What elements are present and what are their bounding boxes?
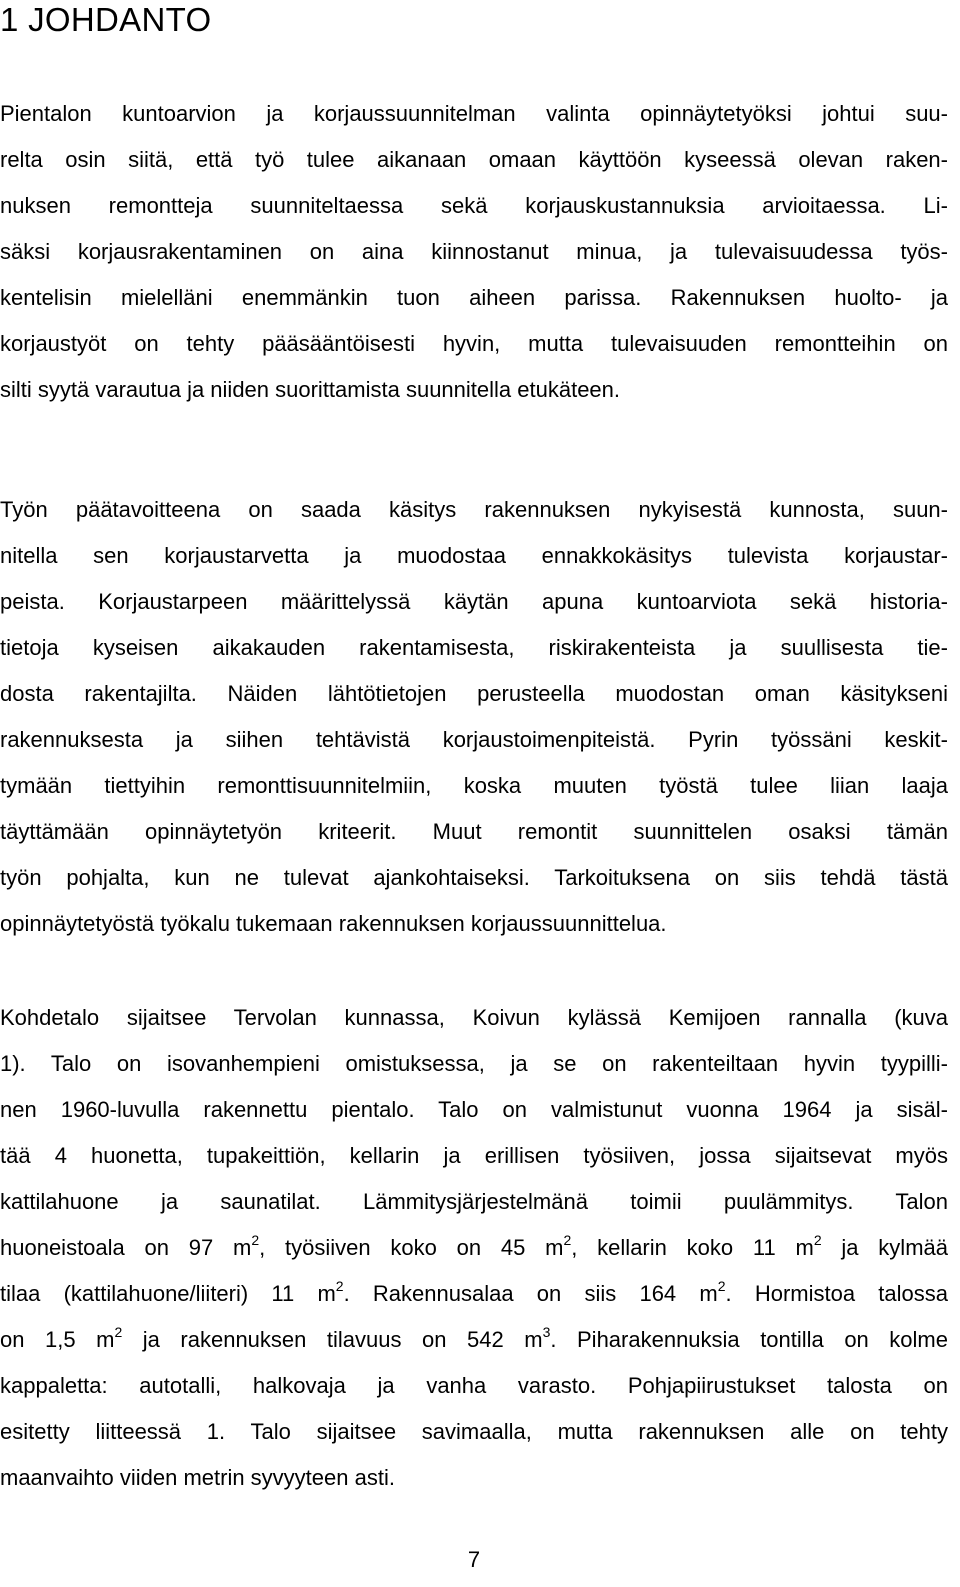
text-line: työn pohjalta, kun ne tulevat ajankohtaiseksi. Tarkoituksena on siis tehdä tästä <box>0 865 948 890</box>
text-line: nitella sen korjaustarvetta ja muodostaa ennakkokäsitys tulevista korjaustar- <box>0 543 948 568</box>
text-line-with-superscripts <box>0 1317 948 1363</box>
superscript: 2 <box>335 1278 344 1294</box>
text-line: 1). Talo on isovanhempieni omistuksessa, ja se on rakenteiltaan hyvin tyypilli- <box>0 1051 948 1076</box>
text-line-with-superscripts <box>0 1225 948 1271</box>
text-line: korjaustyöt on tehty pääsääntöisesti hyvin, mutta tulevaisuuden remontteihin on <box>0 331 948 356</box>
text-line: nen 1960-luvulla rakennettu pientalo. Talo on valmistunut vuonna 1964 ja sisäl- <box>0 1097 948 1122</box>
superscript: 2 <box>563 1232 572 1248</box>
page-number: 7 <box>467 1547 481 1572</box>
text-line-with-superscripts <box>0 1271 948 1317</box>
text-segment: on 1,5 m <box>0 1327 115 1352</box>
text-line: kappaletta: autotalli, halkovaja ja vanha varasto. Pohjapiirustukset talosta on <box>0 1373 948 1398</box>
superscript: 2 <box>717 1278 726 1294</box>
text-segment: . Hormistoa talossa <box>725 1281 948 1306</box>
text-line: relta osin siitä, että työ tulee aikanaan omaan käyttöön kyseessä olevan raken- <box>0 147 948 172</box>
text-segment: , työsiiven koko on 45 m <box>259 1235 564 1260</box>
superscript: 2 <box>251 1232 260 1248</box>
text-line: opinnäytetyöstä työkalu tukemaan rakennuksen korjaussuunnittelua. <box>0 911 667 936</box>
chapter-heading: 1 JOHDANTO <box>0 1 212 38</box>
text-segment: , kellarin koko 11 m <box>571 1235 814 1260</box>
text-line: Työn päätavoitteena on saada käsitys rakennuksen nykyisestä kunnosta, suun- <box>0 497 948 522</box>
text-segment: ja rakennuksen tilavuus on 542 m <box>122 1327 543 1352</box>
text-line: dosta rakentajilta. Näiden lähtötietojen perusteella muodostan oman käsitykseni <box>0 681 948 706</box>
paragraph-1 <box>0 91 948 413</box>
text-line: rakennuksesta ja siihen tehtävistä korjaustoimenpiteistä. Pyrin työssäni keskit- <box>0 727 948 752</box>
text-line: tietoja kyseisen aikakauden rakentamisesta, riskirakenteista ja suullisesta tie- <box>0 635 948 660</box>
text-line: täyttämään opinnäytetyön kriteerit. Muut remontit suunnittelen osaksi tämän <box>0 819 948 844</box>
text-line: Pientalon kuntoarvion ja korjaussuunnitelman valinta opinnäytetyöksi johtui suu- <box>0 101 948 126</box>
text-line: tymään tiettyihin remonttisuunnitelmiin, koska muuten työstä tulee liian laaja <box>0 773 948 798</box>
text-line: peista. Korjaustarpeen määrittelyssä käytän apuna kuntoarviota sekä historia- <box>0 589 948 614</box>
text-segment: ja kylmää <box>821 1235 948 1260</box>
text-line: kattilahuone ja saunatilat. Lämmitysjärjestelmänä toimii puulämmitys. Talon <box>0 1189 948 1214</box>
paragraph-3 <box>0 995 948 1501</box>
text-line: kentelisin mielelläni enemmänkin tuon aiheen parissa. Rakennuksen huolto- ja <box>0 285 948 310</box>
superscript: 2 <box>813 1232 822 1248</box>
superscript: 2 <box>114 1324 123 1340</box>
text-line: silti syytä varautua ja niiden suorittamista suunnitella etukäteen. <box>0 377 621 402</box>
text-segment: tilaa (kattilahuone/liiteri) 11 m <box>0 1281 336 1306</box>
text-line: Kohdetalo sijaitsee Tervolan kunnassa, Koivun kylässä Kemijoen rannalla (kuva <box>0 1005 948 1030</box>
paragraph-2 <box>0 487 948 947</box>
superscript: 3 <box>542 1324 551 1340</box>
text-line: esitetty liitteessä 1. Talo sijaitsee savimaalla, mutta rakennuksen alle on tehty <box>0 1419 948 1444</box>
text-segment: . Rakennusalaa on siis 164 m <box>343 1281 718 1306</box>
text-line: tää 4 huonetta, tupakeittiön, kellarin ja erillisen työsiiven, jossa sijaitsevat myös <box>0 1143 948 1168</box>
text-segment: huoneistoala on 97 m <box>0 1235 252 1260</box>
text-line: nuksen remontteja suunniteltaessa sekä korjauskustannuksia arvioitaessa. Li- <box>0 193 948 218</box>
text-line: säksi korjausrakentaminen on aina kiinnostanut minua, ja tulevaisuudessa työs- <box>0 239 948 264</box>
text-line: maanvaihto viiden metrin syvyyteen asti. <box>0 1465 395 1490</box>
text-segment: . Piharakennuksia tontilla on kolme <box>550 1327 948 1352</box>
